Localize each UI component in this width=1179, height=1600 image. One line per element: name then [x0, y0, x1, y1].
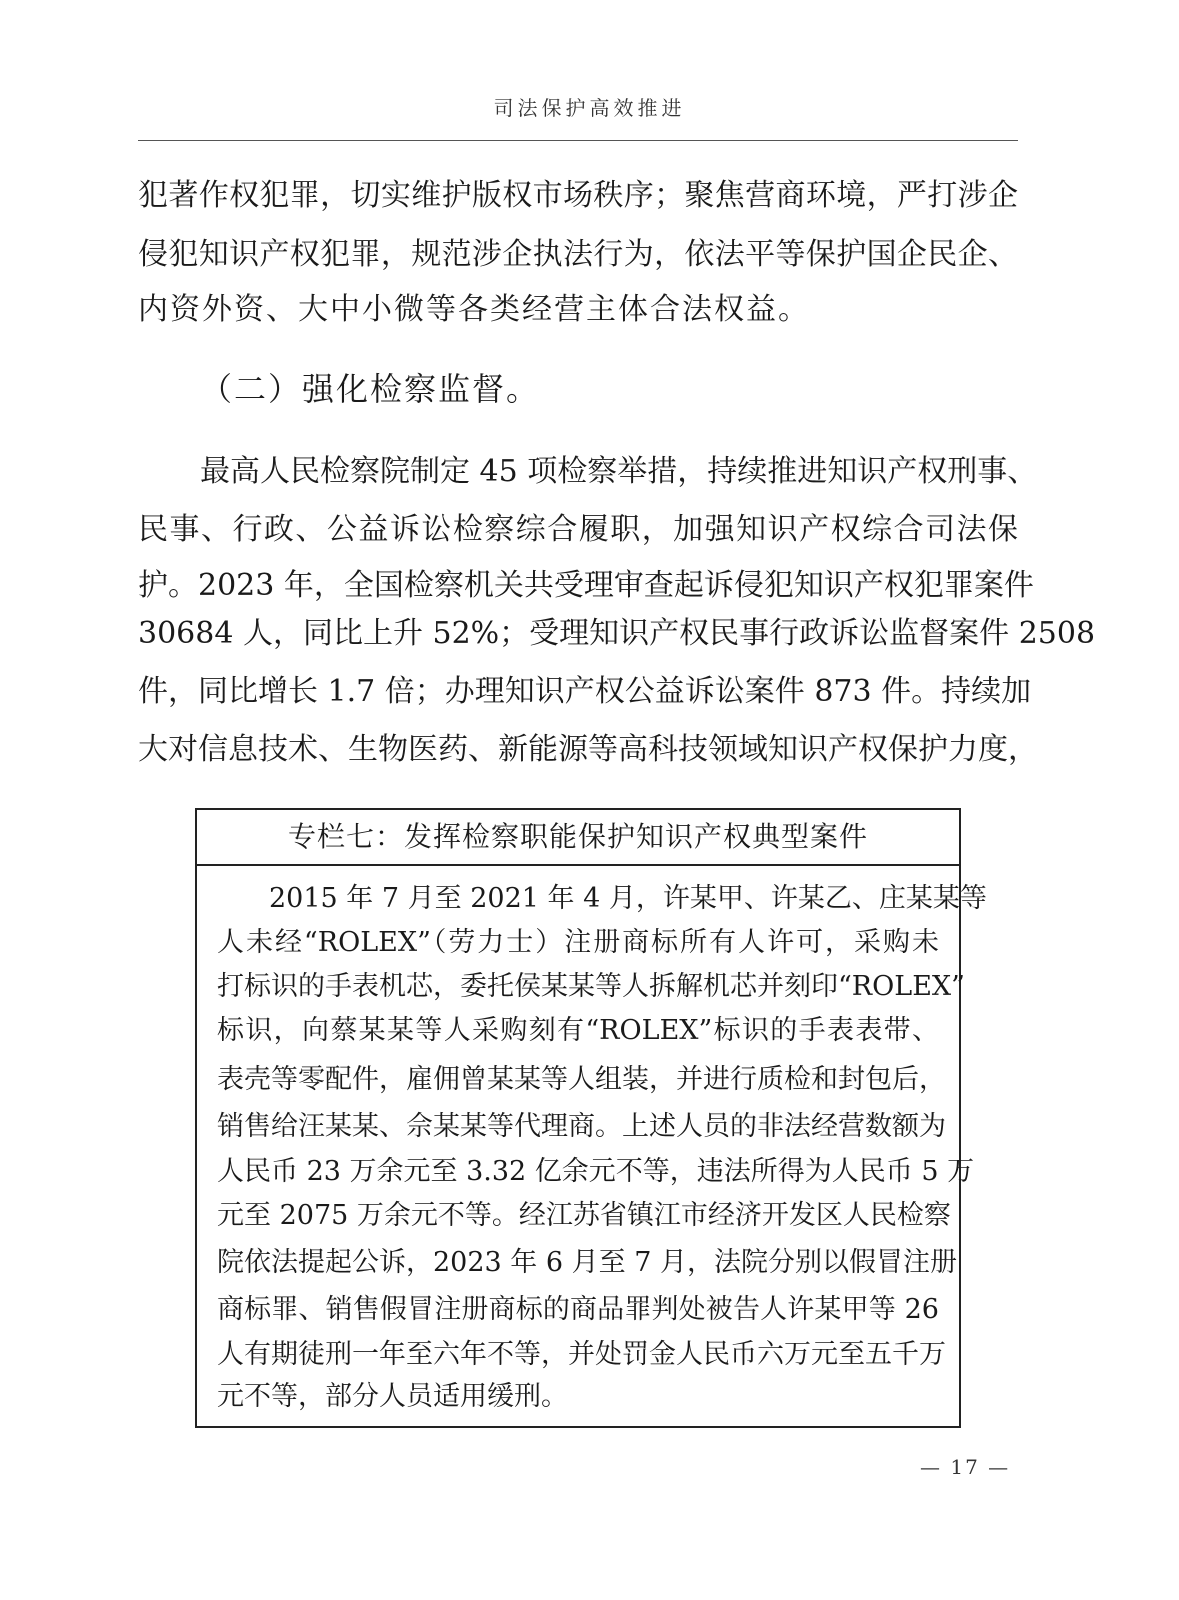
case-box-title: 专栏七：发挥检察职能保护知识产权典型案件 [197, 810, 959, 866]
page-number: — 17 — [920, 1455, 1011, 1479]
case-line-9: 院依法提起公诉，2023 年 6 月至 7 月，法院分别以假冒注册 [217, 1247, 957, 1278]
para-line-2: 民事、行政、公益诉讼检察综合履职，加强知识产权综合司法保 [138, 512, 1018, 547]
para-line-1: 最高人民检察院制定 45 项检察举措，持续推进知识产权刑事、 [200, 454, 1038, 489]
para-line-3: 护。2023 年，全国检察机关共受理审查起诉侵犯知识产权犯罪案件 [138, 568, 1034, 603]
para-line-4: 30684 人，同比上升 52%；受理知识产权民事行政诉讼监督案件 2508 [138, 616, 1096, 651]
case-line-8: 元至 2075 万余元不等。经江苏省镇江市经济开发区人民检察 [217, 1200, 951, 1231]
running-header: 司法保护高效推进 [493, 96, 686, 120]
case-line-4: 标识，向蔡某某等人采购刻有“ROLEX”标识的手表表带、 [217, 1015, 939, 1046]
case-line-7: 人民币 23 万余元至 3.32 亿余元不等，违法所得为人民币 5 万 [217, 1156, 975, 1187]
case-line-6: 销售给汪某某、佘某某等代理商。上述人员的非法经营数额为 [217, 1111, 946, 1142]
intro-line-2: 侵犯知识产权犯罪，规范涉企执法行为，依法平等保护国企民企、 [138, 237, 1018, 272]
intro-line-3: 内资外资、大中小微等各类经营主体合法权益。 [138, 292, 810, 327]
case-line-12: 元不等，部分人员适用缓刑。 [217, 1381, 568, 1412]
case-line-5: 表壳等零配件，雇佣曾某某等人组装，并进行质检和封包后， [217, 1064, 946, 1095]
section-heading: （二）强化检察监督。 [200, 370, 541, 408]
para-line-5: 件，同比增长 1.7 倍；办理知识产权公益诉讼案件 873 件。持续加 [138, 674, 1032, 709]
case-line-2: 人未经“ROLEX”（劳力士）注册商标所有人许可，采购未 [217, 927, 939, 958]
intro-line-1: 犯著作权犯罪，切实维护版权市场秩序；聚焦营商环境，严打涉企 [138, 178, 1018, 213]
case-sidebar-box [195, 808, 987, 1428]
header-divider [138, 140, 1018, 141]
case-line-1: 2015 年 7 月至 2021 年 4 月，许某甲、许某乙、庄某某等 [269, 883, 987, 914]
case-line-3: 打标识的手表机芯，委托侯某某等人拆解机芯并刻印“ROLEX” [217, 971, 965, 1002]
para-line-6: 大对信息技术、生物医药、新能源等高科技领域知识产权保护力度， [138, 732, 1038, 767]
case-line-11: 人有期徒刑一年至六年不等，并处罚金人民币六万元至五千万 [217, 1339, 946, 1370]
case-line-10: 商标罪、销售假冒注册商标的商品罪判处被告人许某甲等 26 [217, 1294, 939, 1325]
